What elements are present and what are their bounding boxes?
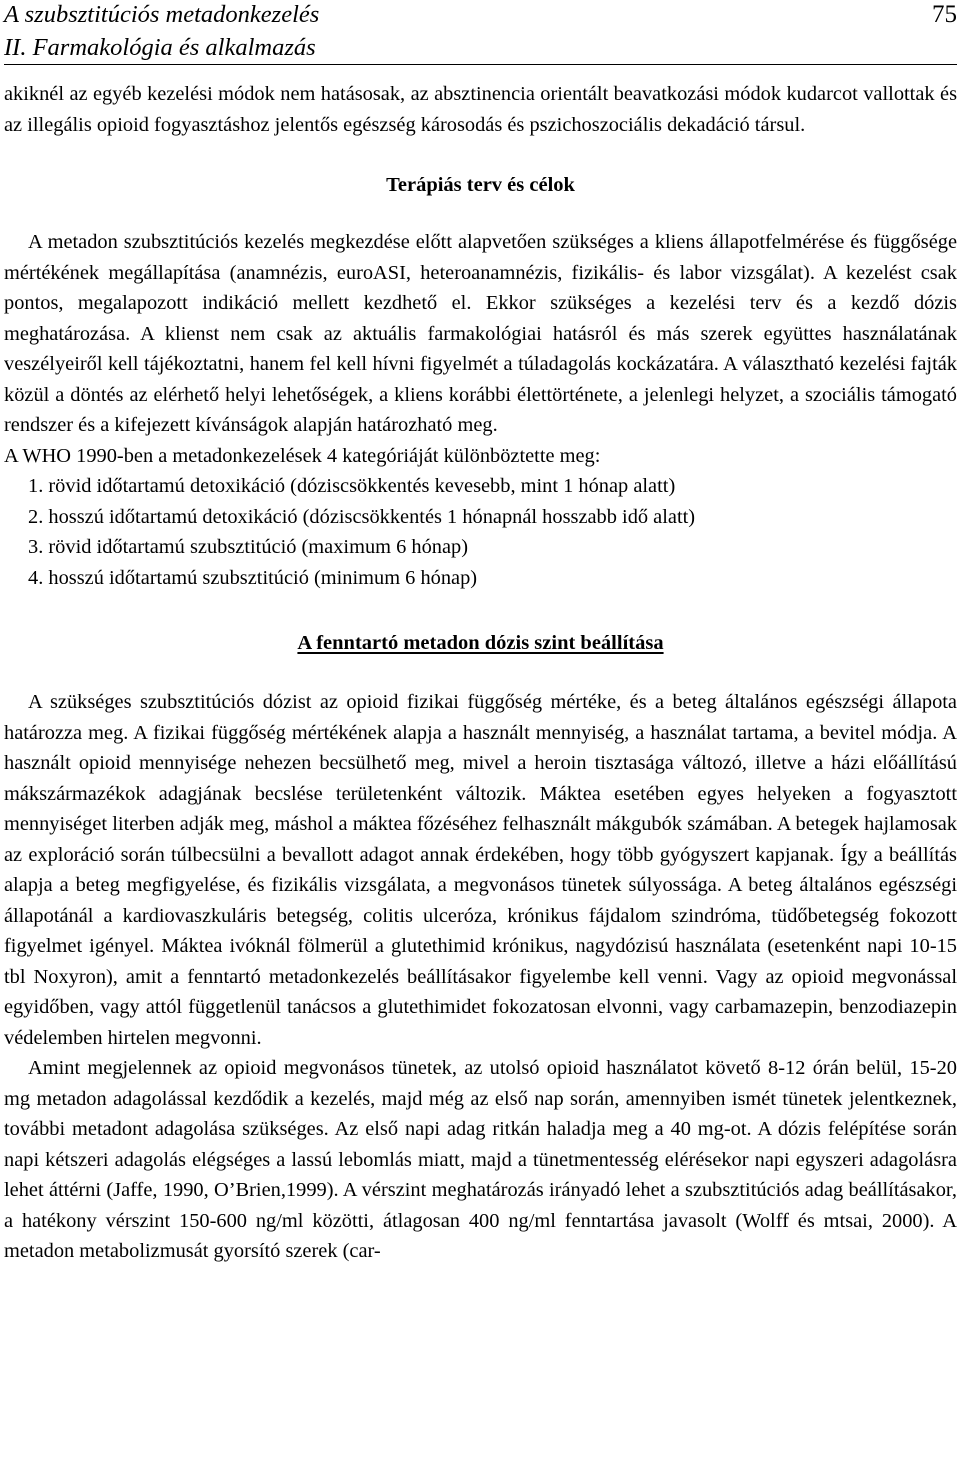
section1-paragraph: A metadon szubsztitúciós kezelés megkezdése előtt alapvetően szükséges a kliens állapotfelmérése és függősége mértékének megállapítása (anamnézis, euroASI, heteroanamnézis, fizikális- és labor vizsgálat). A kezelést csak pontos, megalapozott indikáció mellett kezdhető el. Ekkor szükséges a kezelési terv és a kezdő dózis meghatározása. A klienst nem csak az aktuális farmakológiai hatásról és más szerek együttes használatának veszélyeiről kell tájékoztatni, hanem fel kell hívni figyelmét a túladagolás kockázatára. A választható kezelési fajták közül a döntés az elérhető helyi lehetőségek, a kliens korábbi élettörténete, a jelenlegi helyzet, a szociális támogató rendszer és a kifejezett kívánságok alapján határozható meg. (4, 231, 957, 436)
section-heading-fenntarto-dozis-text: A fenntartó metadon dózis szint beállítása (297, 632, 664, 654)
section-heading-terapias-terv: Terápiás terv és célok (386, 174, 575, 196)
who-categories-intro: A WHO 1990-ben a metadonkezelések 4 kategóriáját különböztette meg: (4, 444, 601, 467)
page-number: 75 (932, 1, 957, 28)
section2-paragraph-2: Amint megjelennek az opioid megvonásos tünetek, az utolsó opioid használatot követő 8-12 órán belül, 15-20 mg metadon adagolással kezdődik a kezelés, majd még az első nap során, amennyiben ismét tünetek jelentkeznek, további metadont adagolása szükséges. Az első napi adag ritkán haladja meg a 40 mg-ot. A dózis felépítése során napi kétszeri adagolás elégséges a lassú lebomlás miatt, majd a tünetmentesség elérésekor napi egyszeri adagolásra lehet áttérni (Jaffe, 1990, O’Brien,1999). A vérszint meghatározás irányadó lehet a szubsztitúciós adag beállításakor, a hatékony vérszint 150-600 ng/ml közötti, átlagosan 400 ng/ml fenntartása javasolt (Wolff és mtsai, 2000). A metadon metabolizmusát gyorsító szerek (car- (4, 1057, 957, 1262)
section-heading-fenntarto-dozis (4, 628, 957, 658)
list-item: 4. hosszú időtartamú szubsztitúció (minimum 6 hónap) (28, 566, 478, 589)
running-header (4, 0, 957, 68)
who-category-list (4, 471, 957, 593)
list-item: 1. rövid időtartamú detoxikáció (dóziscsökkentés kevesebb, mint 1 hónap alatt) (28, 475, 676, 497)
section2-paragraph-1: A szükséges szubsztitúciós dózist az opioid fizikai függőség mértéke, és a beteg általános egészségi állapota határozza meg. A fizikai függőség mértékének alapja a használt mennyiség, a használat tartama, a bevitel módja. A használt opioid mennyisége nehezen becsülhető meg, mivel a heroin tisztasága változó, illetve a házi előállítású mákszármazékok adagjának becslése területenként változik. Máktea esetében egyes helyeken a fogyasztott mennyiséget literben adják meg, máshol a máktea főzéséhez felhasznált mákgubók számában. A betegek hajlamosak az exploráció során túlbecsülni a bevallott adagot annak érdekében, hogy több gyógyszert kapjanak. Így a beállítás alapja a beteg megfigyelése, és fizikális vizsgálata, a megvonásos tünetek súlyossága. A beteg általános egészségi állapotánál a kardiovaszkuláris betegség, colitis ulceróza, krónikus fájdalom szindróma, tüdőbetegség fokozott figyelmet igényel. Máktea ivóknál fölmerül a glutethimid krónikus, nagydózisú használata (esetenként napi 10-15 tbl Noxyron), amit a fenntartó metadonkezelés beállításakor figyelembe kell venni. Vagy az opioid megvonással egyidőben, vagy attól függetlenül tanácsos a glutethimidet fokozatosan elvonni, vagy carbamazepin, benzodiazepin védelemben hirtelen megvonni. (4, 691, 957, 1049)
running-title-line-1: A szubsztitúciós metadonkezelés (4, 1, 320, 28)
running-title (4, 0, 319, 64)
list-item: 2. hosszú időtartamú detoxikáció (dóziscsökkentés 1 hónapnál hosszabb idő alatt) (28, 505, 696, 528)
intro-paragraph: akiknél az egyéb kezelési módok nem hatásosak, az absztinencia orientált beavatkozási módok kudarcot vallottak és az illegális opioid fogyasztáshoz jelentős egészség károsodás és pszichoszociális dekadáció társul. (4, 83, 957, 136)
document-page (4, 0, 957, 1267)
list-item: 3. rövid időtartamú szubsztitúció (maximum 6 hónap) (28, 536, 469, 558)
header-divider (4, 64, 957, 65)
running-title-line-2: II. Farmakológia és alkalmazás (4, 34, 316, 61)
